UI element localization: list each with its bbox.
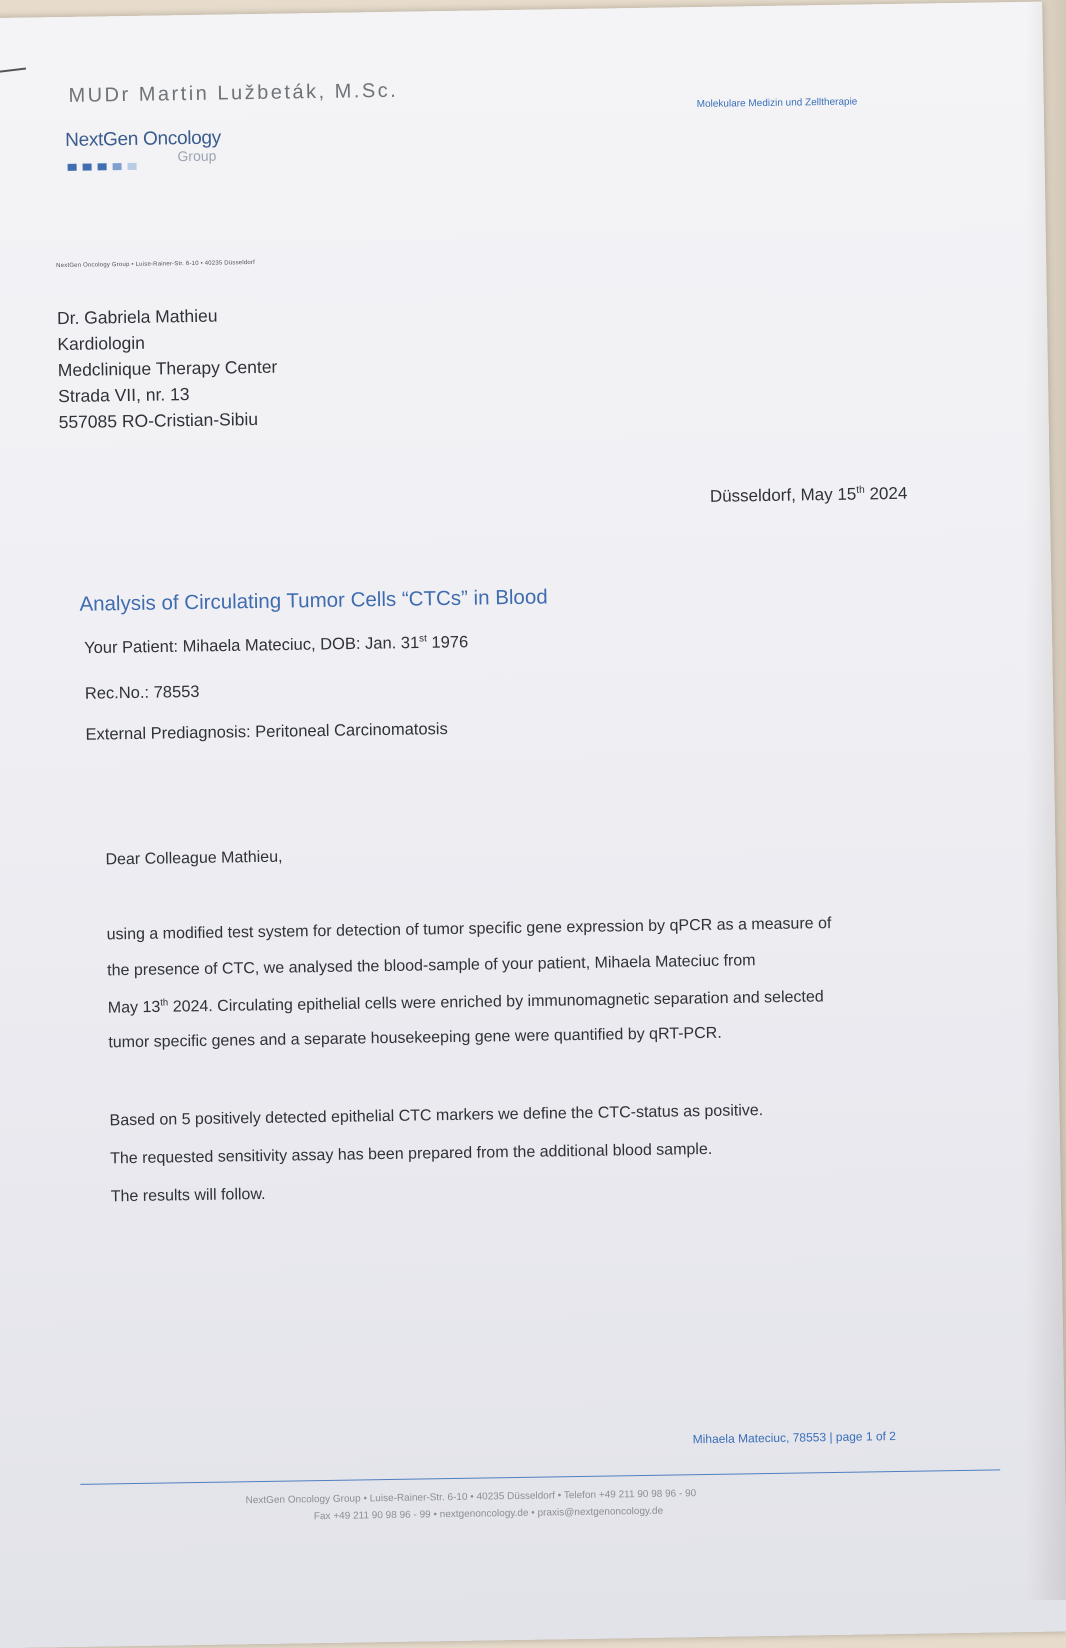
letter-date: Düsseldorf, May 15th 2024 xyxy=(709,483,908,506)
recipient-name: Dr. Gabriela Mathieu xyxy=(56,305,218,329)
recipient-title: Kardiologin xyxy=(57,332,146,355)
footer-divider xyxy=(80,1469,1000,1484)
sender-return-address: NextGen Oncology Group • Luise-Rainer-Str. 6-10 • 40235 Düsseldorf xyxy=(56,259,256,270)
logo-square-lighter xyxy=(128,163,137,170)
logo-square xyxy=(83,164,92,171)
scan-mark xyxy=(0,67,26,74)
recipient-city: 557085 RO-Cristian-Sibiu xyxy=(58,408,259,433)
recipient-street: Strada VII, nr. 13 xyxy=(58,384,190,407)
page-reference: Mihaela Mateciuc, 78553 | page 1 of 2 xyxy=(692,1429,897,1447)
paragraph2-line1: Based on 5 positively detected epithelial CTC markers we define the CTC-status as positive. xyxy=(109,1102,764,1130)
paper-shadow xyxy=(1026,0,1066,1600)
footer-contact-line2: Fax +49 211 90 98 96 - 99 • nextgenoncology.de • praxis@nextgenoncology.de xyxy=(313,1505,664,1523)
recipient-institution: Medclinique Therapy Center xyxy=(57,356,278,381)
paragraph1-line2: the presence of CTC, we analysed the blood-sample of your patient, Mihaela Mateciuc from xyxy=(107,952,756,980)
letter-page xyxy=(0,2,1066,1648)
logo-squares-icon xyxy=(68,163,137,171)
paragraph1-line1: using a modified test system for detection of tumor specific gene expression by qPCR as a measure of xyxy=(106,915,832,944)
letterhead-tagline: Molekulare Medizin und Zelltherapie xyxy=(696,96,858,111)
logo-square-light xyxy=(113,163,122,170)
paragraph1-line3: May 13th 2024. Circulating epithelial cells were enriched by immunomagnetic separation and selected xyxy=(107,988,824,1017)
letterhead-name: MUDr Martin Lužbeták, M.Sc. xyxy=(68,79,399,107)
record-number: Rec.No.: 78553 xyxy=(84,682,200,703)
prediagnosis: External Prediagnosis: Peritoneal Carcinomatosis xyxy=(85,720,448,744)
logo-group-text: Group xyxy=(177,147,217,165)
recipient-address xyxy=(57,302,279,435)
logo-wordmark: NextGen Oncology xyxy=(65,127,222,151)
logo-square xyxy=(68,164,77,171)
logo-square xyxy=(98,163,107,170)
salutation: Dear Colleague Mathieu, xyxy=(105,848,283,869)
paragraph1-line4: tumor specific genes and a separate housekeeping gene were quantified by qRT-PCR. xyxy=(108,1024,722,1052)
patient-line: Your Patient: Mihaela Mateciuc, DOB: Jan. 31st 1976 xyxy=(84,633,469,658)
paragraph2-line2: The requested sensitivity assay has been prepared from the additional blood sample. xyxy=(110,1140,713,1168)
footer-contact-line1: NextGen Oncology Group • Luise-Rainer-Str. 6-10 • 40235 Düsseldorf • Telefon +49 211 90 98 96 - 90 xyxy=(245,1488,697,1507)
paragraph2-line3: The results will follow. xyxy=(110,1185,266,1206)
letter-title: Analysis of Circulating Tumor Cells “CTCs” in Blood xyxy=(79,585,548,616)
